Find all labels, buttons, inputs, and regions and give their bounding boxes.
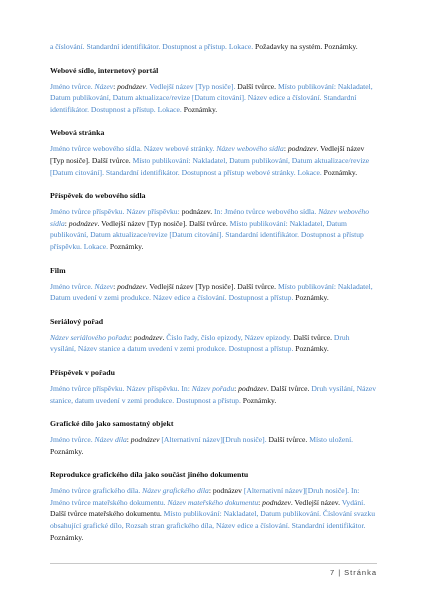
text-run: . Vedlejší název [Typ nosiče]. bbox=[145, 81, 238, 91]
text-run: : podnázev bbox=[208, 486, 244, 496]
page-number: 7 bbox=[330, 568, 336, 577]
page-number-block bbox=[330, 568, 377, 577]
text-run: Poznámky. bbox=[50, 446, 84, 456]
text-run: Číslo řady, číslo epizody, Název epizody. bbox=[166, 332, 294, 342]
text-run: Jméno tvůrce příspěvku. Název příspěvku: bbox=[50, 207, 182, 217]
text-run: Místo uložení. bbox=[309, 435, 354, 445]
text-run: Název mateřského dokumentu bbox=[167, 497, 259, 507]
section-heading: Film bbox=[50, 265, 66, 275]
citation-template bbox=[50, 143, 377, 178]
section-heading: Reprodukce grafického díla jako součást jiného dokumentu bbox=[50, 470, 249, 480]
text-run: Druh vysílání, Název stanice, datum uvedení v zemi produkce. Dostupnost a přístup. bbox=[50, 383, 377, 405]
text-run: Poznámky. bbox=[295, 344, 329, 354]
text-run: : bbox=[126, 435, 131, 445]
text-run: a číslování. Standardní identifikátor. Dostupnost a přístup. Lokace. bbox=[50, 42, 255, 51]
text-run: Požadavky na systém. Poznámky. bbox=[255, 42, 358, 51]
text-run: podnázev. bbox=[181, 207, 214, 217]
text-run: Poznámky. bbox=[242, 395, 277, 405]
text-run: podnázev bbox=[68, 218, 98, 228]
text-run: . Vedlejší název. bbox=[290, 497, 342, 507]
citation-template bbox=[50, 434, 377, 457]
citation-template bbox=[50, 206, 377, 252]
text-run: Poznámky. bbox=[323, 167, 358, 177]
page-footer bbox=[50, 563, 377, 580]
text-run: Název grafického díla bbox=[142, 486, 209, 496]
text-run: Místo publikování: Nakladatel, Datum publikování, Datum aktualizace/revize [Datum citování]. Název edice a číslování. Standardní identifikátor. Dostupnost a přístup. Lokace. bbox=[50, 81, 373, 114]
text-run: Poznámky. bbox=[183, 104, 218, 114]
citation-sections bbox=[50, 65, 377, 544]
citation-template bbox=[50, 332, 377, 355]
text-run: Název webového sídla bbox=[50, 207, 370, 228]
text-run: Jméno tvůrce. bbox=[50, 81, 95, 91]
text-run: Název pořadu bbox=[191, 383, 235, 393]
text-run: Název díla bbox=[94, 435, 127, 445]
text-run: : bbox=[64, 218, 69, 228]
section-heading: Příspěvek do webového sídla bbox=[50, 191, 146, 201]
text-run: Jméno tvůrce. bbox=[50, 281, 95, 291]
text-run: Místo publikování: Nakladatel, Datum publikování, Datum aktualizace/revize [Datum citování]. Standardní identifikátor. Dostupnost a přístup webové stránky. Lokace. bbox=[50, 155, 370, 177]
text-run: podnázev bbox=[238, 383, 267, 393]
text-run: Název seriálového pořadu bbox=[50, 332, 130, 342]
text-run: : bbox=[129, 332, 134, 342]
text-run: Další tvůrce. bbox=[293, 332, 334, 342]
text-run: [Alternativní název][Druh nosiče]. In: Jméno tvůrce mateřského dokumentu. bbox=[50, 486, 360, 507]
text-run: Poznámky. bbox=[50, 532, 84, 542]
text-run: podnázev bbox=[117, 281, 146, 291]
text-run: Místo publikování: Nakladatel, Datum publikování, Datum aktualizace/revize [Datum citování]. Standardní identifikátor. Dostupnost a přístup příspěvku. Lokace. bbox=[50, 218, 364, 251]
page-label: Stránka bbox=[344, 568, 377, 577]
citation-template bbox=[50, 485, 377, 543]
text-run: Název bbox=[94, 281, 114, 291]
text-run: podnázev bbox=[133, 332, 163, 342]
text-run: podnázev bbox=[130, 435, 160, 445]
text-run: In: Jméno tvůrce webového sídla. bbox=[214, 207, 319, 217]
text-run: . Vedlejší název [Typ nosiče]. Další tvůrce. bbox=[50, 144, 365, 165]
text-run: Poznámky. bbox=[109, 241, 144, 251]
text-run: . bbox=[162, 332, 167, 342]
footer-separator: | bbox=[338, 568, 342, 577]
text-run: Místo publikování: Nakladatel, Datum uvedení v zemi produkce. Název edice a číslování. Dostupnost a přístup. bbox=[50, 281, 373, 303]
text-run: : bbox=[113, 81, 118, 91]
citation-template bbox=[50, 81, 377, 116]
text-run: Název webového sídla bbox=[216, 144, 284, 154]
text-run: Jméno tvůrce webového sídla. Název webové stránky. bbox=[50, 144, 217, 154]
section-heading: Seriálový pořad bbox=[50, 316, 104, 326]
text-run: Jméno tvůrce příspěvku. Název příspěvku. In: bbox=[50, 383, 192, 393]
text-run: Další tvůrce. bbox=[237, 81, 278, 91]
citation-template bbox=[50, 383, 377, 406]
text-run: : bbox=[113, 281, 118, 291]
citation-template bbox=[50, 281, 377, 304]
section-heading: Grafické dílo jako samostatný objekt bbox=[50, 419, 174, 429]
text-run: Název bbox=[94, 81, 114, 91]
text-run: [Alternativní název][Druh nosiče]. bbox=[159, 435, 269, 445]
text-run: Poznámky. bbox=[295, 293, 329, 303]
section-heading: Příspěvek v pořadu bbox=[50, 367, 115, 377]
text-run: Další tvůrce mateřského dokumentu. bbox=[50, 509, 164, 519]
text-run: podnázev bbox=[287, 144, 317, 154]
text-run: Místo publikování: Nakladatel, Datum publikování. Číslování svazku obsahující grafické dílo, Rozsah stran grafického díla, Název edice a číslování. Standardní identifikátor. bbox=[50, 509, 376, 531]
text-run: Další tvůrce. bbox=[268, 435, 310, 445]
text-run: podnázev bbox=[262, 497, 291, 507]
text-run: . Vedlejší název [Typ nosiče]. Další tvůrce. bbox=[145, 281, 278, 291]
text-run: . Vedlejší název [Typ nosiče]. Další tvůrce. bbox=[97, 218, 230, 228]
section-heading: Webové sídlo, internetový portál bbox=[50, 65, 159, 75]
text-run: Vydání. bbox=[341, 497, 366, 507]
section-heading: Webová stránka bbox=[50, 128, 105, 138]
text-run: . Další tvůrce. bbox=[266, 383, 312, 393]
text-run: Jméno tvůrce grafického díla. bbox=[50, 486, 143, 496]
text-run: podnázev bbox=[117, 81, 146, 91]
text-run: : bbox=[283, 144, 288, 154]
text-run: : bbox=[234, 383, 239, 393]
continuation-paragraph bbox=[50, 41, 377, 53]
text-run: : bbox=[258, 497, 263, 507]
document-page bbox=[50, 41, 377, 543]
text-run: Jméno tvůrce. bbox=[50, 435, 95, 445]
text-run: Druh vysílání, Název stanice a datum uvedení v zemi produkce. Dostupnost a přístup. bbox=[50, 332, 350, 354]
